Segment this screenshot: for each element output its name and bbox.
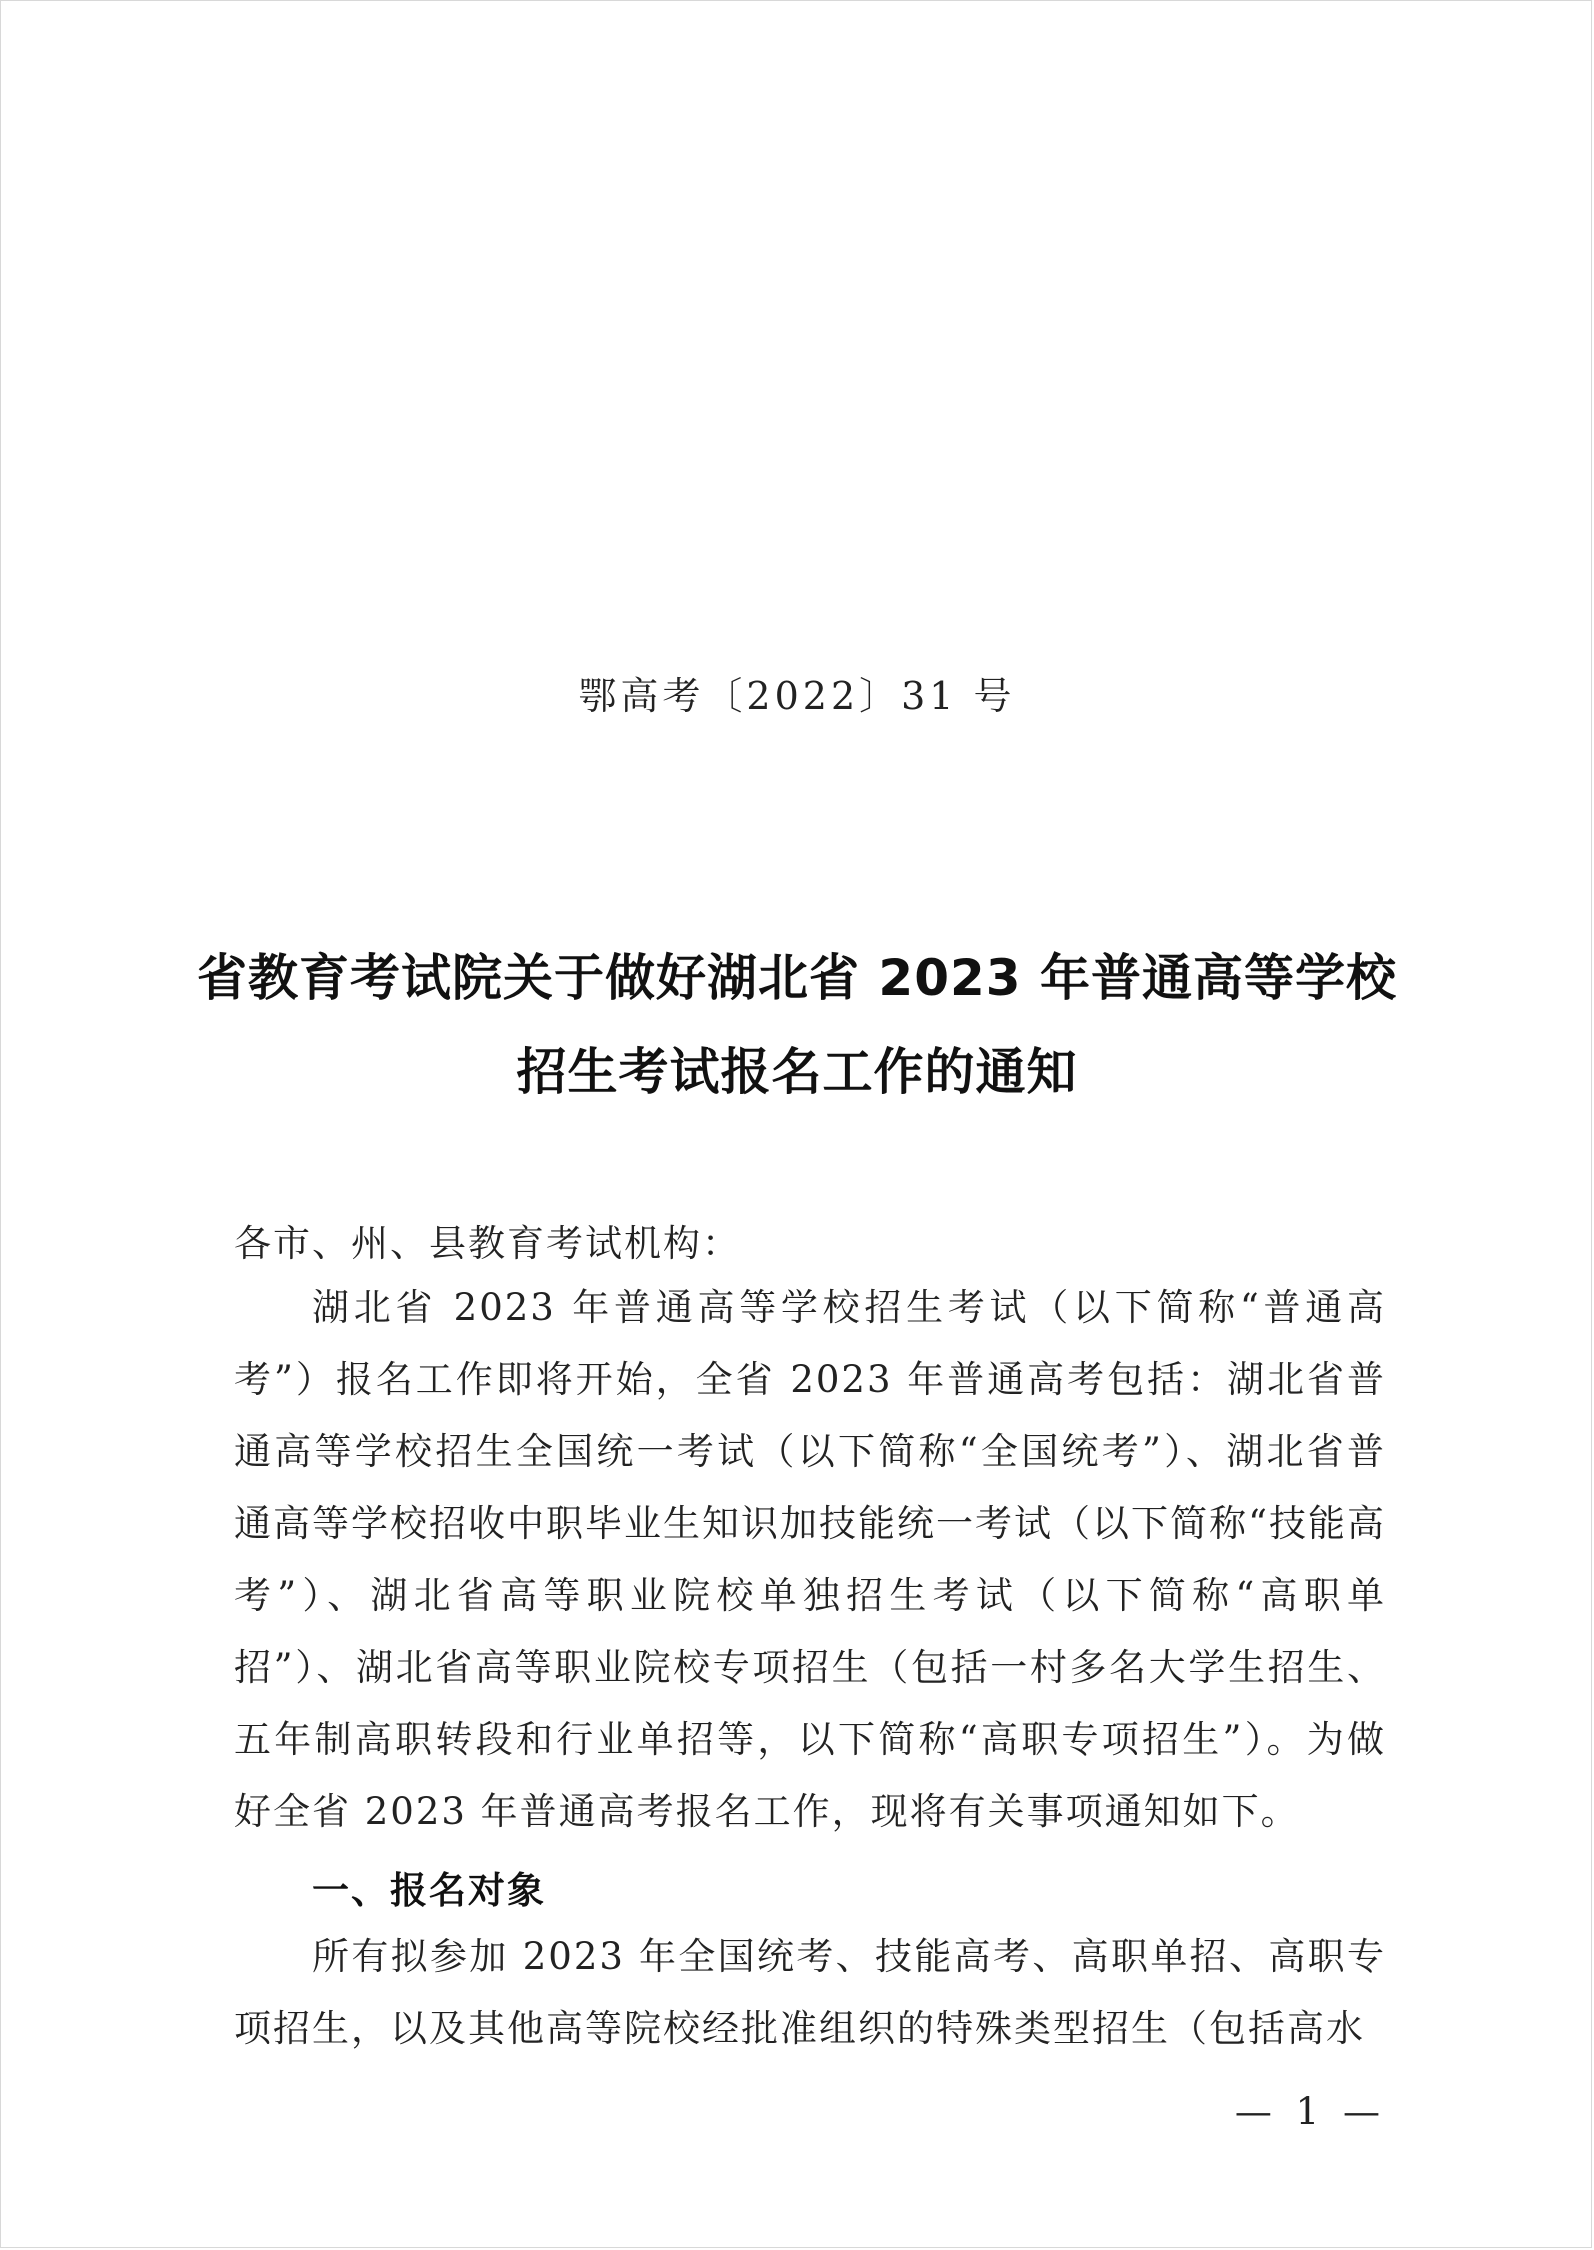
- section-heading-registration-targets: 一、报名对象: [312, 1869, 546, 1912]
- paragraph-intro: 湖北省 2023 年普通高等学校招生考试（以下简称“普通高考”）报名工作即将开始，全省 2023 年普通高考包括：湖北省普通高等学校招生全国统一考试（以下简称“全国统考”）、湖北省普通高等学校招收中职毕业生知识加技能统一考试（以下简称“技能高考”）、湖北省高等职业院校单独招生考试（以下简称“高职单招”）、湖北省高等职业院校专项招生（包括一村多名大学生招生、五年制高职转段和行业单招等，以下简称“高职专项招生”）。为做好全省 2023 年普通高考报名工作，现将有关事项通知如下。: [234, 1286, 1386, 1833]
- page-number: — 1 —: [1234, 2090, 1386, 2133]
- document-title-line-1: 省教育考试院关于做好湖北省 2023 年普通高等学校: [197, 949, 1397, 1007]
- document-title-line-2: 招生考试报名工作的通知: [516, 1043, 1078, 1101]
- paragraph-registration-targets: 所有拟参加 2023 年全国统考、技能高考、高职单招、高职专项招生，以及其他高等院校经批准组织的特殊类型招生（包括高水: [234, 1935, 1386, 2050]
- document-number: 鄂高考〔2022〕31 号: [578, 674, 1016, 718]
- salutation: 各市、州、县教育考试机构：: [234, 1222, 741, 1265]
